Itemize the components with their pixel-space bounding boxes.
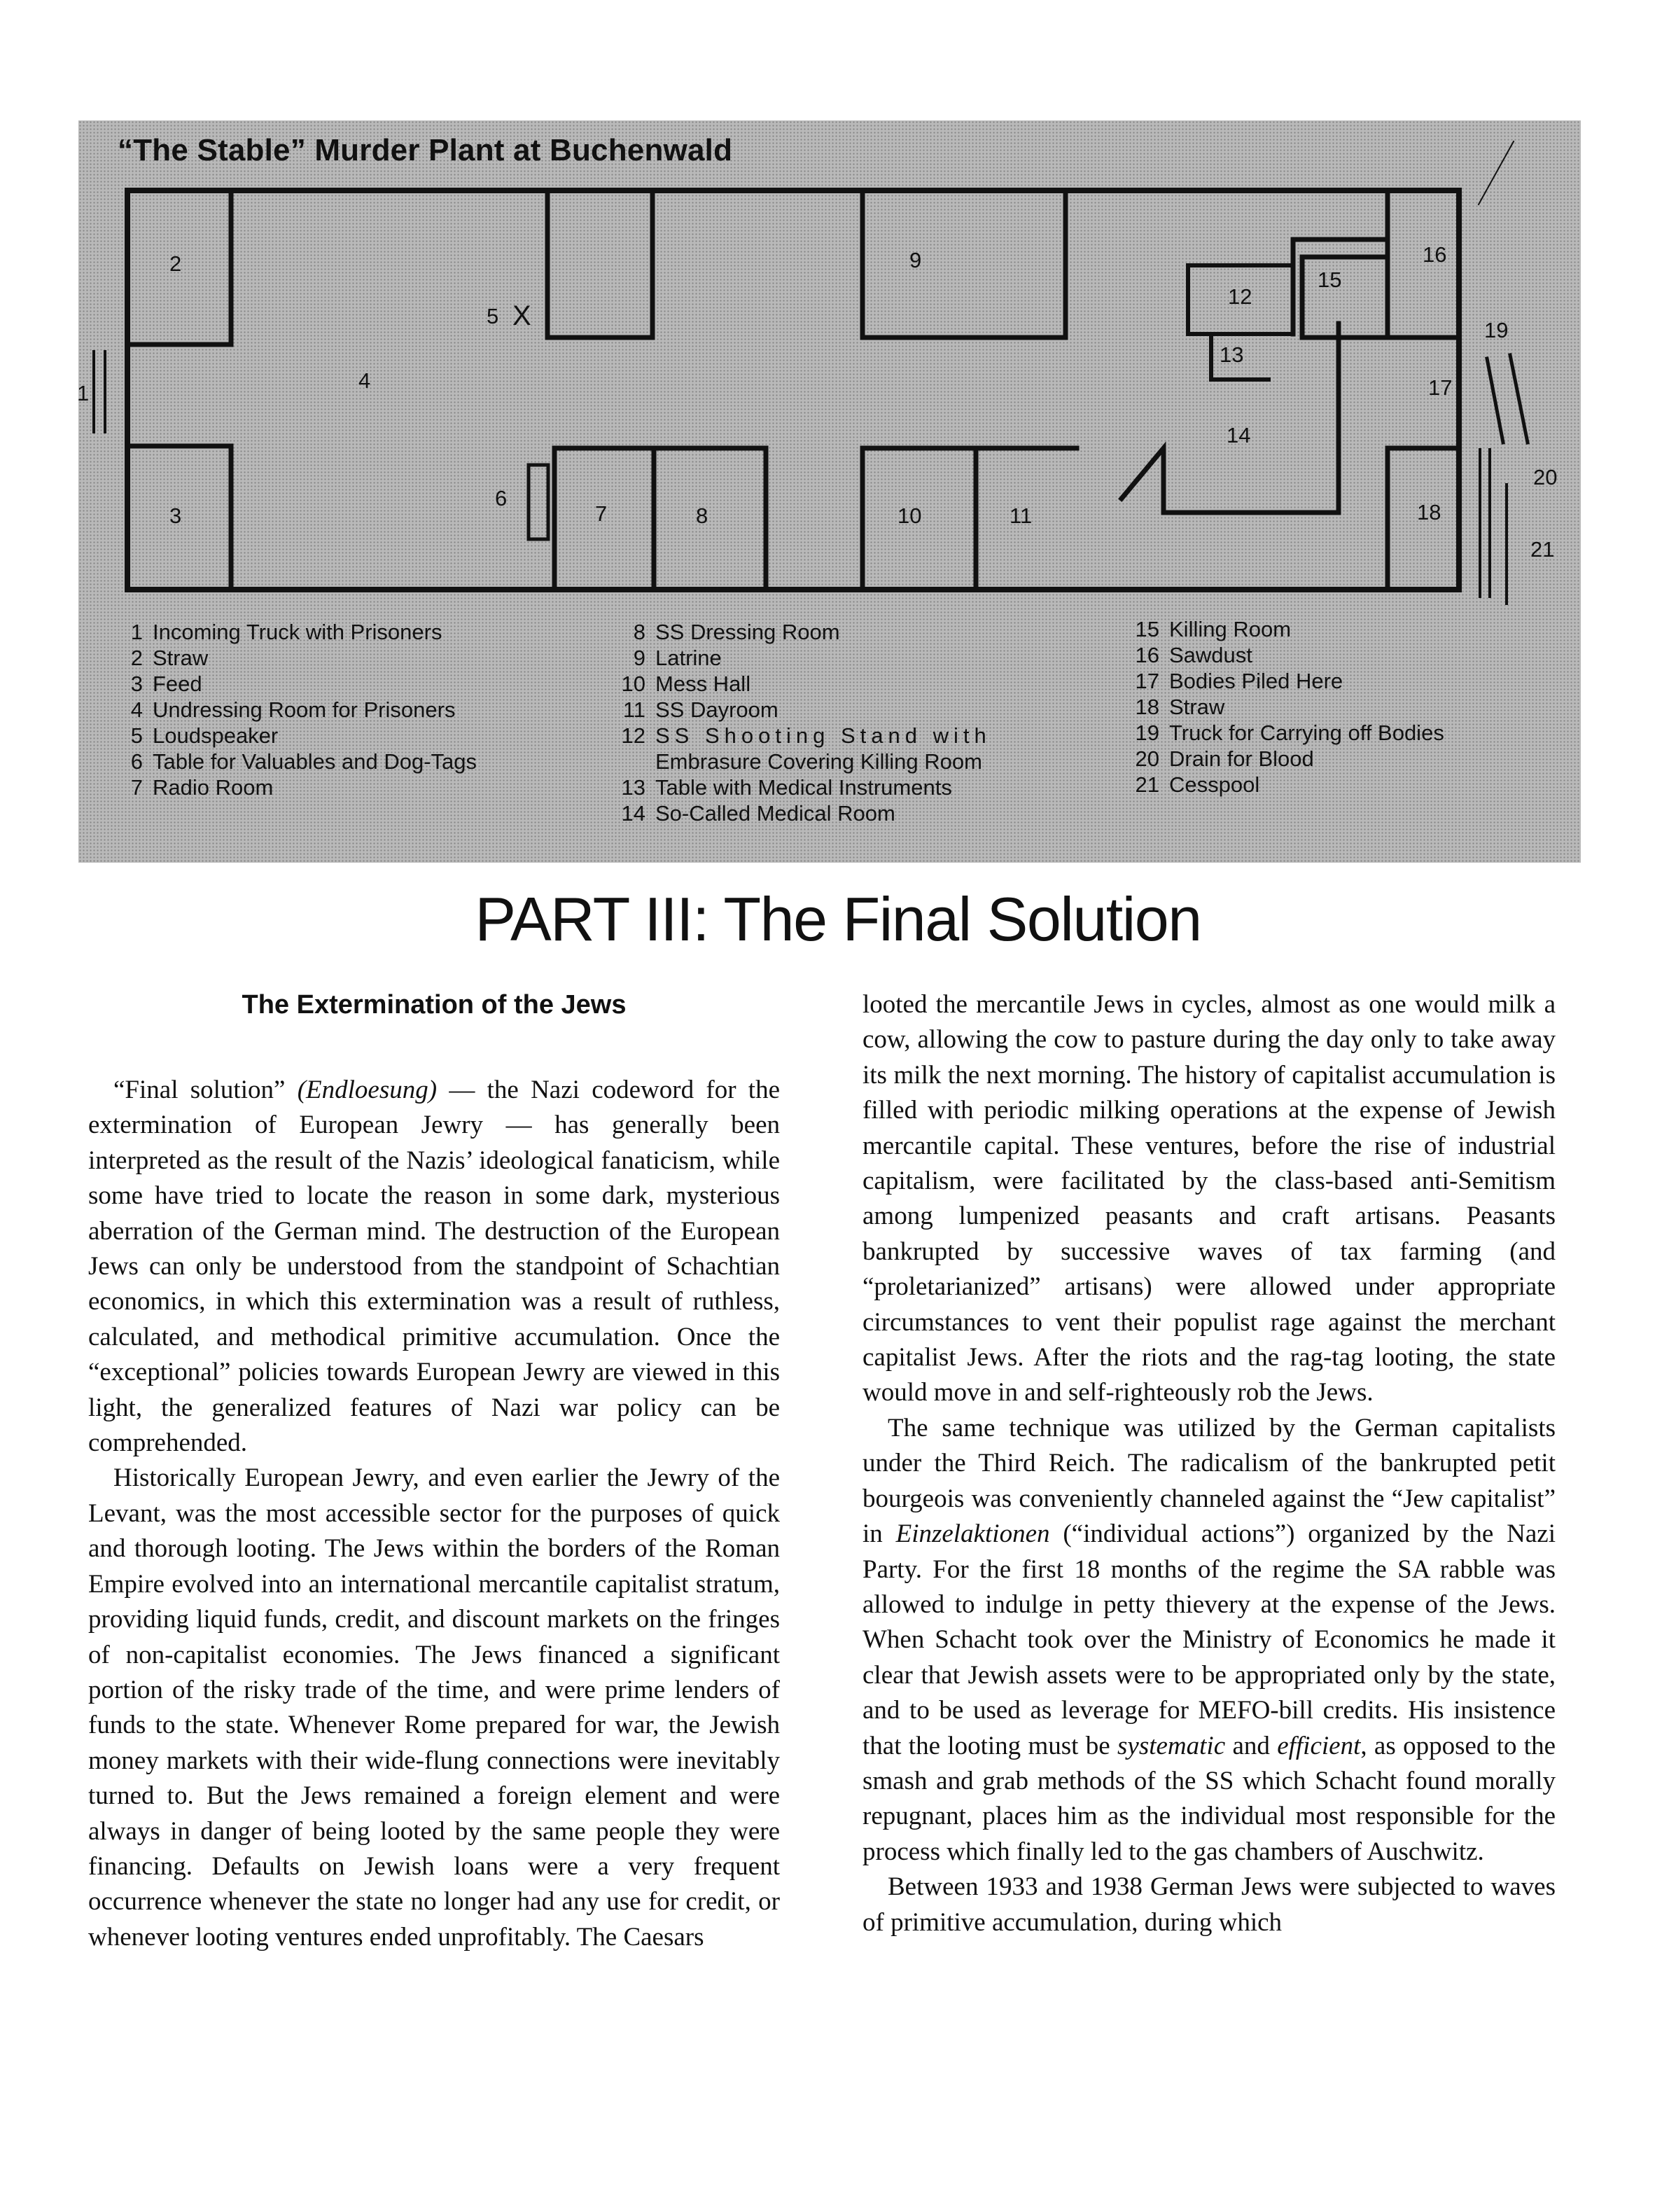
- legend-item: [115, 697, 477, 723]
- legend-item: [617, 749, 991, 774]
- legend-label: Cesspool: [1169, 772, 1260, 797]
- legend-number: 17: [1135, 669, 1159, 693]
- legend-number: 5: [130, 723, 143, 748]
- plan-number-12: 12: [1228, 284, 1252, 309]
- legend-label: SS Shooting Stand with: [655, 723, 991, 748]
- italic-term: Einzelaktionen: [895, 1519, 1050, 1549]
- legend-number: 8: [633, 620, 645, 644]
- plan-number-14: 14: [1227, 423, 1251, 447]
- legend-item: [1131, 668, 1444, 694]
- plan-number-9: 9: [909, 248, 922, 272]
- legend-number: 6: [130, 749, 143, 774]
- plan-number-3: 3: [169, 503, 182, 528]
- legend-item: [115, 671, 477, 697]
- plan-number-11: 11: [1010, 503, 1033, 528]
- legend-item: [1131, 616, 1444, 642]
- legend-item: [115, 645, 477, 671]
- legend-column-2: [617, 619, 991, 826]
- paragraph-looted-mercantile: looted the mercantile Jews in cycles, almost as one would milk a cow, allowing the cow to pasture during the day only to take away its milk the next morning. The history of capitalist accumulation is filled with periodic milking operations at the expense of Jewish mercantile capital. These ventures, before the rise of industrial capitalism, were facilitated by the class-based anti-Semitism among lumpenized peasants and craft artisans. Peasants bankrupted by successive waves of tax farming (and “proletarianized” artisans) were allowed under appropriate circumstances to vent their populist rage against the merchant capitalist Jews. After the riots and the rag-tag looting, the state would move in and self-righteously rob the Jews.: [863, 990, 1556, 1407]
- room-upper-a-wall: [547, 190, 652, 338]
- legend-item: [1131, 772, 1444, 798]
- legend-label: Straw: [1169, 695, 1225, 719]
- plan-number-5: 5: [487, 304, 499, 328]
- legend-number: 12: [621, 723, 645, 748]
- legend-label: SS Dressing Room: [655, 620, 840, 644]
- plan-number-19: 19: [1484, 318, 1509, 342]
- legend-label: Undressing Room for Prisoners: [153, 697, 456, 722]
- paragraph-text: (“individual actions”) organized by the Nazi Party. For the first 18 months of the regime the SA rabble was allowed to indulge in petty thievery at the expense of the Jews. When Schacht took over the Ministry of Economics he made it clear that Jewish assets were to be appropriated only by the state, and to be used as leverage for MEFO-bill credits. His insistence that the looting must be: [863, 1519, 1556, 1760]
- legend-item: [1131, 746, 1444, 772]
- legend-number: 19: [1135, 721, 1159, 745]
- legend-number: 16: [1135, 643, 1159, 667]
- plan-number-21: 21: [1530, 537, 1555, 562]
- plan-number-20: 20: [1533, 465, 1558, 489]
- legend-number: 9: [633, 646, 645, 670]
- table-6: [529, 465, 548, 539]
- legend-label: Embrasure Covering Killing Room: [655, 749, 982, 774]
- drain-20-lines: [1480, 450, 1490, 597]
- plan-number-10: 10: [898, 503, 922, 528]
- legend-label: Drain for Blood: [1169, 746, 1314, 771]
- loudspeaker-mark: X: [512, 300, 531, 331]
- legend-column-3: [1131, 616, 1444, 798]
- legend-item: [1131, 642, 1444, 668]
- room-10-11-wall: [863, 448, 1077, 590]
- article-column-right: [863, 987, 1556, 1940]
- legend-item: [115, 619, 477, 645]
- paragraph-historically: Historically European Jewry, and even earlier the Jewry of the Levant, was the most accessible sector for the purposes of quick and thorough looting. The Jews within the borders of the Roman Empire evolved into an international mercantile capitalist stratum, providing liquid funds, credit, and discount markets on the fringes of non-capitalist economies. The Jews financed a significant portion of the risky trade of the time, and were prime lenders of funds to the state. Whenever Rome prepared for war, the Jewish money markets with their wide-flung connections were inevitably turned to. But the Jews remained a foreign element and were always in danger of being looted by the same people they were financing. Defaults on Jewish loans were a very frequent occurrence whenever the state no longer had any use for credit, or whenever looting ventures ended unprofitably. The Caesars: [88, 1463, 780, 1952]
- paragraph-text: “Final solution”: [113, 1076, 298, 1104]
- truck-19-lines: [1487, 355, 1528, 443]
- plan-number-16: 16: [1423, 242, 1447, 267]
- legend-number: 7: [130, 775, 143, 800]
- door-1: [94, 352, 105, 432]
- legend-item: [617, 723, 991, 749]
- legend-number: [617, 749, 645, 774]
- italic-term: (Endloesung): [297, 1076, 438, 1104]
- plan-number-18: 18: [1417, 500, 1441, 524]
- floor-plan-figure: [78, 120, 1581, 863]
- legend-label: So-Called Medical Room: [655, 801, 895, 826]
- figure-title: “The Stable” Murder Plant at Buchenwald: [118, 133, 733, 167]
- legend-item: [1131, 720, 1444, 746]
- legend-number: 1: [130, 620, 143, 644]
- plan-number-13: 13: [1220, 342, 1244, 367]
- legend-label: Bodies Piled Here: [1169, 669, 1343, 693]
- corner-mark: [1479, 141, 1514, 204]
- plan-number-7: 7: [595, 501, 608, 526]
- legend-column-1: [115, 619, 477, 800]
- legend-label: Incoming Truck with Prisoners: [153, 620, 442, 644]
- legend-item: [617, 697, 991, 723]
- part-title: PART III: The Final Solution: [475, 884, 1201, 954]
- legend-label: Loudspeaker: [153, 723, 279, 748]
- paragraph-final-solution: [88, 1073, 780, 1461]
- room-14-partition: [1164, 324, 1339, 513]
- legend-label: Sawdust: [1169, 643, 1252, 667]
- italic-term: efficient: [1277, 1731, 1361, 1760]
- legend-item: [115, 749, 477, 774]
- plan-number-4: 4: [358, 368, 371, 393]
- plan-number-15: 15: [1318, 267, 1342, 292]
- legend-label: Table for Valuables and Dog-Tags: [153, 749, 477, 774]
- plan-number-8: 8: [696, 503, 708, 528]
- paragraph-same-technique: [863, 1411, 1556, 1870]
- legend-number: 21: [1135, 772, 1159, 797]
- legend-label: Radio Room: [153, 775, 274, 800]
- paragraph-text: — the Nazi codeword for the extermination of European Jewry — has generally been interpreted as the result of the Nazis’ ideological fanaticism, while some have tried to locate the reason in some dark, mysterious aberration of the German mind. The destruction of the European Jews can only be understood from the standpoint of Schachtian economics, in which this extermination was a result of ruthless, calculated, and methodical primitive accumulation. Once the “exceptional” policies towards European Jewry are viewed in this light, the generalized features of Nazi war policy can be comprehended.: [88, 1076, 780, 1458]
- section-heading: The Extermination of the Jews: [242, 990, 627, 1020]
- paragraph-text: and: [1225, 1731, 1278, 1760]
- outer-wall: [127, 190, 1459, 590]
- plan-number-1: 1: [77, 381, 90, 405]
- room-7-8-wall: [554, 448, 766, 590]
- legend-number: 20: [1135, 746, 1159, 771]
- legend-item: [617, 800, 991, 826]
- room-9-wall: [863, 190, 1066, 338]
- legend-number: 18: [1135, 695, 1159, 719]
- paragraph-text: The same technique was utilized by the German capitalists under the Third Reich. The radicalism of the bankrupted petit bourgeois was conveniently channeled against the “Jew capitalist” in: [863, 1413, 1556, 1549]
- legend-item: [1131, 694, 1444, 720]
- article-column-left: [88, 987, 780, 1955]
- legend-number: 11: [622, 697, 645, 722]
- plan-number-6: 6: [495, 486, 508, 510]
- legend-number: 4: [130, 697, 143, 722]
- legend-label: SS Dayroom: [655, 697, 778, 722]
- legend-number: 10: [621, 672, 645, 696]
- legend-label: Truck for Carrying off Bodies: [1169, 721, 1444, 745]
- room-14-diagonal: [1122, 448, 1164, 513]
- legend-label: Straw: [153, 646, 209, 670]
- paragraph-between-1933: Between 1933 and 1938 German Jews were subjected to waves of primitive accumulation, during which: [863, 1872, 1556, 1937]
- paragraph-text: , as opposed to the smash and grab methods of the SS which Schacht found morally repugnant, places him as the individual most responsible for the process which finally led to the gas chambers of Auschwitz.: [863, 1731, 1556, 1866]
- legend-item: [617, 671, 991, 697]
- legend-item: [617, 619, 991, 645]
- legend-item: [115, 774, 477, 800]
- legend-item: [115, 723, 477, 749]
- legend-item: [617, 645, 991, 671]
- room-16-inner-wall: [1302, 257, 1388, 338]
- legend-label: Feed: [153, 672, 202, 696]
- legend-number: 3: [130, 672, 143, 696]
- legend-number: 14: [621, 801, 645, 826]
- legend-label: Killing Room: [1169, 617, 1292, 641]
- legend-number: 15: [1135, 617, 1159, 641]
- legend-number: 2: [130, 646, 143, 670]
- legend-number: 13: [621, 775, 645, 800]
- legend-item: [617, 774, 991, 800]
- legend-label: Latrine: [655, 646, 722, 670]
- plan-number-2: 2: [169, 251, 182, 276]
- plan-number-17: 17: [1428, 375, 1453, 400]
- legend-label: Table with Medical Instruments: [655, 775, 952, 800]
- legend-label: Mess Hall: [655, 672, 751, 696]
- italic-term: systematic: [1117, 1731, 1226, 1760]
